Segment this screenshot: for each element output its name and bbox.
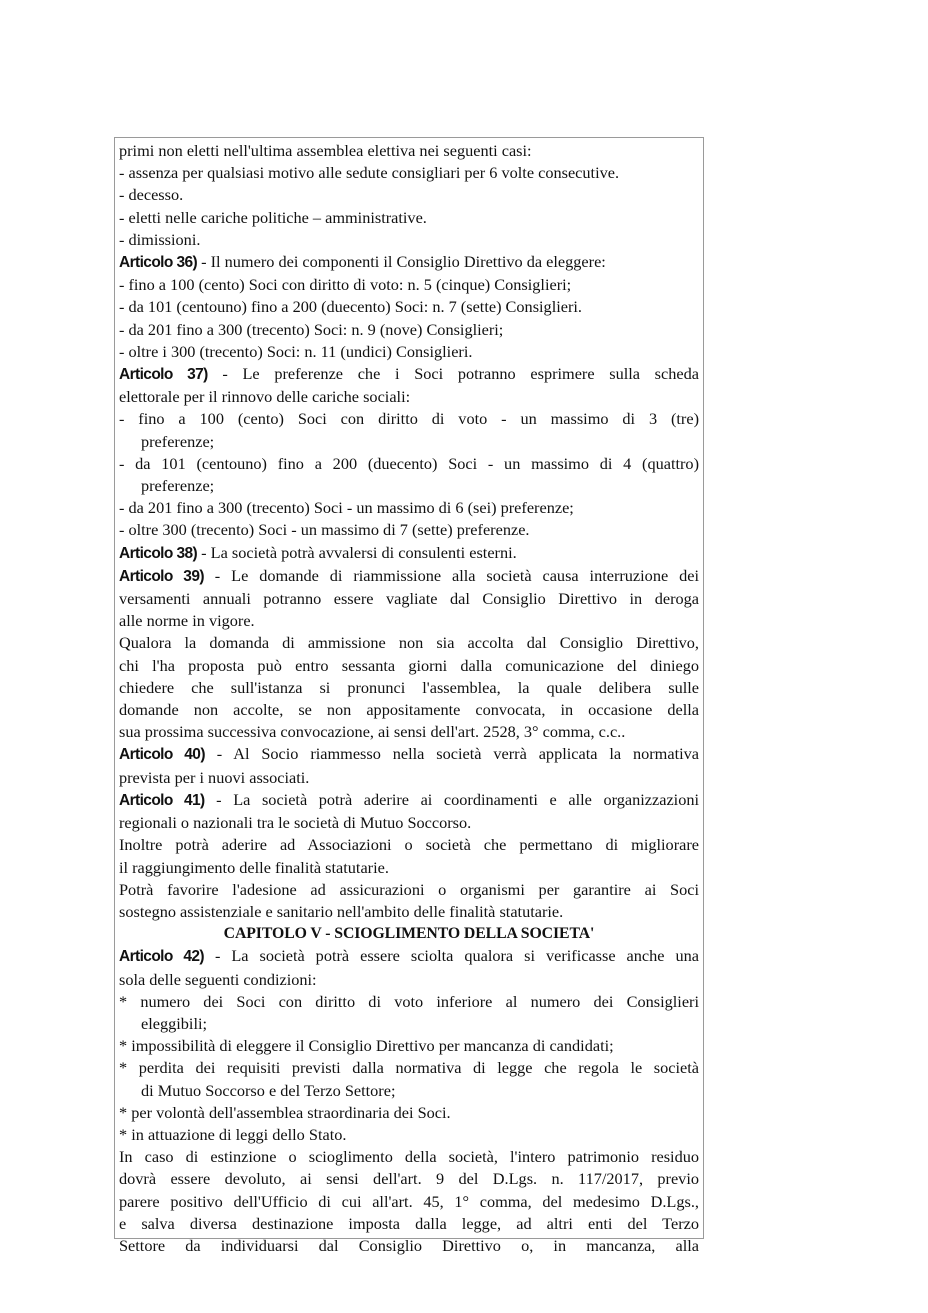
line-text: alle norme in vigore. bbox=[119, 611, 255, 631]
text-line bbox=[119, 1213, 699, 1235]
text-line bbox=[119, 1191, 699, 1213]
text-line bbox=[119, 991, 699, 1013]
article-number: Articolo 42) bbox=[119, 948, 204, 966]
line-text: prevista per i nuovi associati. bbox=[119, 767, 310, 787]
article-line bbox=[119, 363, 699, 386]
text-line bbox=[119, 1124, 699, 1146]
line-text: In caso di estinzione o scioglimento della società, l'intero patrimonio residuo bbox=[119, 1147, 699, 1167]
article-line bbox=[119, 565, 699, 588]
text-line bbox=[119, 341, 699, 363]
line-text: chi l'ha proposta può entro sessanta giorni dalla comunicazione del diniego bbox=[119, 655, 699, 675]
line-text: - decesso. bbox=[119, 185, 184, 205]
line-text: dovrà essere devoluto, ai sensi dell'art. 9 del D.Lgs. n. 117/2017, previo bbox=[119, 1169, 699, 1189]
line-text: sostegno assistenziale e sanitario nell'ambito delle finalità statutarie. bbox=[119, 901, 564, 921]
line-text: - fino a 100 (cento) Soci con diritto di voto: n. 5 (cinque) Consiglieri; bbox=[119, 275, 572, 295]
chapter-heading: CAPITOLO V - SCIOGLIMENTO DELLA SOCIETA' bbox=[223, 925, 595, 943]
text-line bbox=[119, 1035, 699, 1057]
line-text: regionali o nazionali tra le società di Mutuo Soccorso. bbox=[119, 813, 472, 833]
text-line bbox=[119, 1102, 699, 1124]
text-line bbox=[119, 588, 699, 610]
text-line bbox=[119, 475, 699, 497]
line-text: - Le preferenze che i Soci potranno esprimere sulla scheda bbox=[207, 364, 699, 384]
text-line bbox=[119, 319, 699, 341]
text-line bbox=[119, 140, 699, 162]
article-line bbox=[119, 743, 699, 766]
line-text: - assenza per qualsiasi motivo alle sedute consigliari per 6 volte consecutive. bbox=[119, 163, 620, 183]
text-line bbox=[119, 184, 699, 206]
document-body bbox=[119, 140, 699, 1257]
text-line bbox=[119, 386, 699, 408]
text-line bbox=[119, 274, 699, 296]
line-text: Potrà favorire l'adesione ad assicurazioni o organismi per garantire ai Soci bbox=[119, 879, 699, 899]
text-line bbox=[119, 162, 699, 184]
text-line bbox=[119, 677, 699, 699]
line-text: * per volontà dell'assemblea straordinaria dei Soci. bbox=[119, 1102, 451, 1122]
text-line bbox=[119, 1080, 699, 1102]
article-number: Articolo 37) bbox=[119, 366, 208, 384]
document-page bbox=[114, 137, 704, 1255]
text-line bbox=[119, 655, 699, 677]
article-number: Articolo 41) bbox=[119, 791, 205, 809]
line-text: - dimissioni. bbox=[119, 229, 201, 249]
text-line bbox=[119, 767, 699, 789]
line-text: Qualora la domanda di ammissione non sia accolta dal Consiglio Direttivo, bbox=[119, 633, 699, 653]
article-line bbox=[119, 789, 699, 812]
line-text: - La società potrà avvalersi di consulenti esterni. bbox=[197, 542, 517, 562]
text-line bbox=[119, 901, 699, 923]
line-text: - fino a 100 (cento) Soci con diritto di voto - un massimo di 3 (tre) bbox=[119, 409, 699, 429]
line-text: primi non eletti nell'ultima assemblea elettiva nei seguenti casi: bbox=[119, 141, 532, 160]
text-line bbox=[119, 721, 699, 743]
line-text: * in attuazione di leggi dello Stato. bbox=[119, 1124, 347, 1144]
line-text: e salva diversa destinazione imposta dalla legge, ad altri enti del Terzo bbox=[119, 1213, 699, 1233]
line-text: - La società potrà aderire ai coordinamenti e alle organizzazioni bbox=[204, 789, 699, 809]
text-line bbox=[119, 229, 699, 251]
text-line bbox=[119, 497, 699, 519]
line-text: * impossibilità di eleggere il Consiglio Direttivo per mancanza di candidati; bbox=[119, 1036, 614, 1056]
line-text: - Le domande di riammissione alla società causa interruzione dei bbox=[203, 565, 699, 585]
line-text: il raggiungimento delle finalità statutarie. bbox=[119, 857, 389, 877]
article-number: Articolo 36) bbox=[119, 254, 198, 272]
line-text: Settore da individuarsi dal Consiglio Direttivo o, in mancanza, alla bbox=[119, 1235, 699, 1255]
text-line bbox=[119, 812, 699, 834]
text-line bbox=[119, 1235, 699, 1257]
line-text: - La società potrà essere sciolta qualora si verificasse anche una bbox=[203, 946, 699, 966]
text-line bbox=[119, 632, 699, 654]
line-text: preferenze; bbox=[141, 476, 215, 496]
article-number: Articolo 40) bbox=[119, 746, 205, 764]
text-line bbox=[119, 969, 699, 991]
text-line bbox=[119, 699, 699, 721]
text-line bbox=[119, 879, 699, 901]
line-text: - oltre 300 (trecento) Soci - un massimo di 7 (sette) preferenze. bbox=[119, 520, 530, 540]
text-line bbox=[119, 1146, 699, 1168]
line-text: eleggibili; bbox=[141, 1013, 208, 1033]
line-text: - da 201 fino a 300 (trecento) Soci: n. 9 (nove) Consiglieri; bbox=[119, 319, 504, 339]
line-text: sola delle seguenti condizioni: bbox=[119, 969, 317, 989]
line-text: - oltre i 300 (trecento) Soci: n. 11 (undici) Consiglieri. bbox=[119, 341, 473, 361]
text-line bbox=[119, 857, 699, 879]
line-text: chiedere che sull'istanza si pronunci l'assemblea, la quale delibera sulle bbox=[119, 677, 699, 697]
article-number: Articolo 38) bbox=[119, 544, 198, 562]
text-line bbox=[119, 1057, 699, 1079]
line-text: Inoltre potrà aderire ad Associazioni o società che permettano di migliorare bbox=[119, 835, 699, 855]
article-number: Articolo 39) bbox=[119, 567, 204, 585]
line-text: elettorale per il rinnovo delle cariche sociali: bbox=[119, 387, 411, 407]
line-text: - eletti nelle cariche politiche – amministrative. bbox=[119, 207, 427, 227]
line-text: - Al Socio riammesso nella società verrà applicata la normativa bbox=[204, 744, 699, 764]
line-text: * numero dei Soci con diritto di voto inferiore al numero dei Consiglieri bbox=[119, 991, 699, 1011]
text-line bbox=[119, 431, 699, 453]
text-line bbox=[119, 1168, 699, 1190]
text-line bbox=[119, 408, 699, 430]
article-line bbox=[119, 945, 699, 968]
line-text: domande non accolte, se non appositamente convocata, in occasione della bbox=[119, 700, 699, 720]
text-line bbox=[119, 453, 699, 475]
article-line bbox=[119, 251, 699, 274]
line-text: - da 101 (centouno) fino a 200 (duecento) Soci - un massimo di 4 (quattro) bbox=[119, 453, 699, 473]
article-line bbox=[119, 542, 699, 565]
text-line bbox=[119, 834, 699, 856]
line-text: parere positivo dell'Ufficio di cui all'art. 45, 1° comma, del medesimo D.Lgs., bbox=[119, 1191, 699, 1211]
line-text: sua prossima successiva convocazione, ai sensi dell'art. 2528, 3° comma, c.c.. bbox=[119, 722, 626, 742]
text-line bbox=[119, 1013, 699, 1035]
line-text: - da 201 fino a 300 (trecento) Soci - un massimo di 6 (sei) preferenze; bbox=[119, 498, 574, 518]
text-line bbox=[119, 610, 699, 632]
text-line bbox=[119, 519, 699, 541]
line-text: versamenti annuali potranno essere vagliate dal Consiglio Direttivo in deroga bbox=[119, 589, 699, 609]
text-line bbox=[119, 296, 699, 318]
line-text: di Mutuo Soccorso e del Terzo Settore; bbox=[141, 1080, 396, 1100]
line-text: * perdita dei requisiti previsti dalla normativa di legge che regola le società bbox=[119, 1058, 699, 1078]
line-text: - da 101 (centouno) fino a 200 (duecento) Soci: n. 7 (sette) Consiglieri. bbox=[119, 297, 582, 317]
line-text: - Il numero dei componenti il Consiglio Direttivo da eleggere: bbox=[197, 252, 606, 272]
line-text: preferenze; bbox=[141, 431, 215, 451]
text-line bbox=[119, 207, 699, 229]
